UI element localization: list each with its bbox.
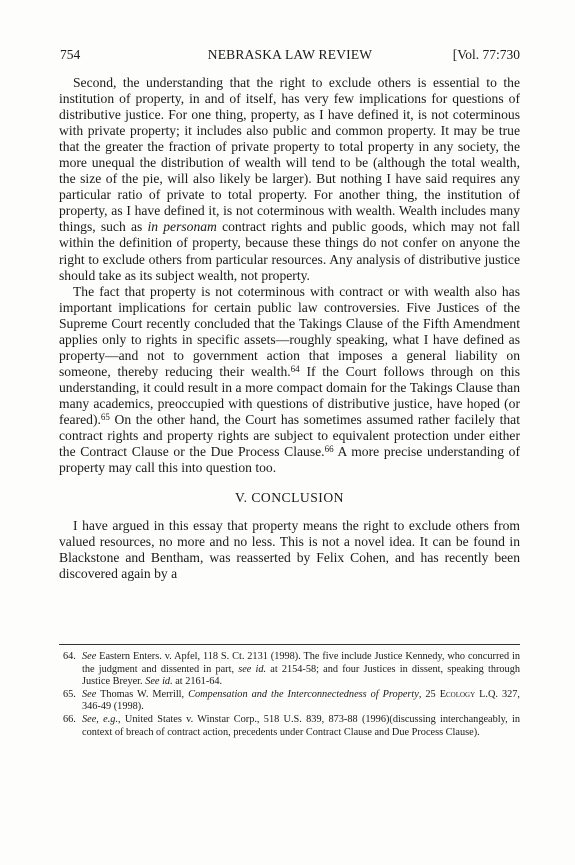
italic-term: in personam bbox=[147, 219, 217, 235]
paragraph-text: Second, the understanding that the right to exclude others is essential to the institution of property, in and of itself, has very few implications for questions of distributive justice. For one thing, property, as I have defined it, is not coterminous with private property; it includes also public and common property. It may be true that the greater the fraction of private property to total property in any society, the more unequal the distribution of wealth will tend to be (although the total wealth, the size of the pie, will also likely be larger). But nothing I have said requires any particular ratio of private to total property. For another thing, the institution of property, as I have defined it, is not coterminous with wealth. Wealth includes many things, such as bbox=[59, 75, 520, 235]
footnote-text-part: at 2161-64. bbox=[172, 676, 223, 688]
footnote-text-part: Eastern Enters. v. Apfel, 118 S. Ct. 2131 (1998). The five include Justice Kennedy, who concurred in the judgment and dissented in part, bbox=[82, 651, 520, 675]
footnote-text bbox=[82, 689, 520, 714]
paragraph-text: contract rights and public goods, which may not fall within the definition of property, because these things do not confer on anyone the right to exclude others from particular resources. Any analysis of distributive justice should take as its subject wealth, not property. bbox=[59, 219, 521, 283]
footnote-number: 65. bbox=[63, 688, 76, 700]
footnote-ref-65[interactable]: 65 bbox=[100, 411, 110, 422]
signal: See bbox=[82, 688, 97, 700]
footnote-divider bbox=[59, 644, 520, 645]
footnote-text-part: 327, 346-49 (1998). bbox=[82, 688, 520, 713]
signal: See, e.g. bbox=[82, 713, 119, 725]
footnote-ref-66[interactable]: 66 bbox=[324, 444, 334, 455]
section-heading: V. CONCLUSION bbox=[235, 490, 344, 506]
page-number: 754 bbox=[60, 47, 81, 62]
footnote-number: 64. bbox=[63, 651, 76, 662]
journal-abbrev: Ecology L.Q. bbox=[439, 688, 498, 700]
paragraph-conclusion: I have argued in this essay that property means the right to exclude others from valued resources, no more and no less. This is not a novel idea. It can be found in Blackstone and Bentham, was reasserted by Felix Cohen, and has recently been discovered again by a bbox=[59, 518, 520, 582]
footnote-66 bbox=[59, 714, 520, 739]
footnote-text-part: at 2154-58; and four Justices in dissent, speaking through Justice Breyer. bbox=[82, 663, 520, 688]
paragraph-distributive-justice bbox=[59, 75, 520, 284]
volume-citation: [Vol. 77:730 bbox=[452, 47, 520, 62]
journal-title: NEBRASKA LAW REVIEW bbox=[207, 47, 373, 62]
footnote-text bbox=[82, 651, 520, 689]
paragraph-text: The fact that property is not coterminous with contract or with wealth also has important implications for certain public law controversies. Five Justices of the Supreme Court recently concluded that the Takings Clause of the Fifth Amendment applies only to rights in specific assets—roughly speaking, what I have defined as property—and not to government action that imposes a general liability on someone, thereby reducing their wealth. bbox=[59, 283, 520, 379]
paragraph-text: On the other hand, the Court has sometimes assumed rather facilely that contract rights and property rights are subject to equivalent protection under either the Contract Clause or the Due Process Clause. bbox=[59, 411, 520, 460]
footnote-number: 66. bbox=[63, 713, 76, 725]
footnote-text bbox=[82, 714, 520, 739]
signal: see id. bbox=[238, 663, 267, 675]
footnotes bbox=[59, 651, 520, 739]
footnote-64 bbox=[59, 651, 520, 689]
article-title: Compensation and the Interconnectedness of Property bbox=[188, 688, 419, 700]
signal: See bbox=[82, 651, 97, 662]
paragraph-takings-clause bbox=[59, 284, 520, 477]
main-text bbox=[59, 75, 520, 582]
footnote-65 bbox=[59, 689, 520, 714]
paragraph-text: If the Court follows through on this understanding, it could result in a more compact domain for the Takings Clause than many academics, preoccupied with questions of distributive justice, have hoped (or feared). bbox=[59, 363, 520, 427]
footnote-ref-64[interactable]: 64 bbox=[290, 363, 300, 374]
paragraph-text: A more precise understanding of property may call this into question too. bbox=[59, 444, 520, 476]
running-header bbox=[60, 47, 520, 63]
signal: See id. bbox=[145, 676, 173, 688]
footnote-text-part: Thomas W. Merrill, bbox=[96, 688, 189, 700]
footnote-text-part: , United States v. Winstar Corp., 518 U.S. 839, 873-88 (1996)(discussing interchangeably, in context of breach of contract action, precedents under Contract Clause and Due Process Clause). bbox=[82, 713, 520, 738]
footnote-text-part: , 25 bbox=[418, 688, 440, 700]
